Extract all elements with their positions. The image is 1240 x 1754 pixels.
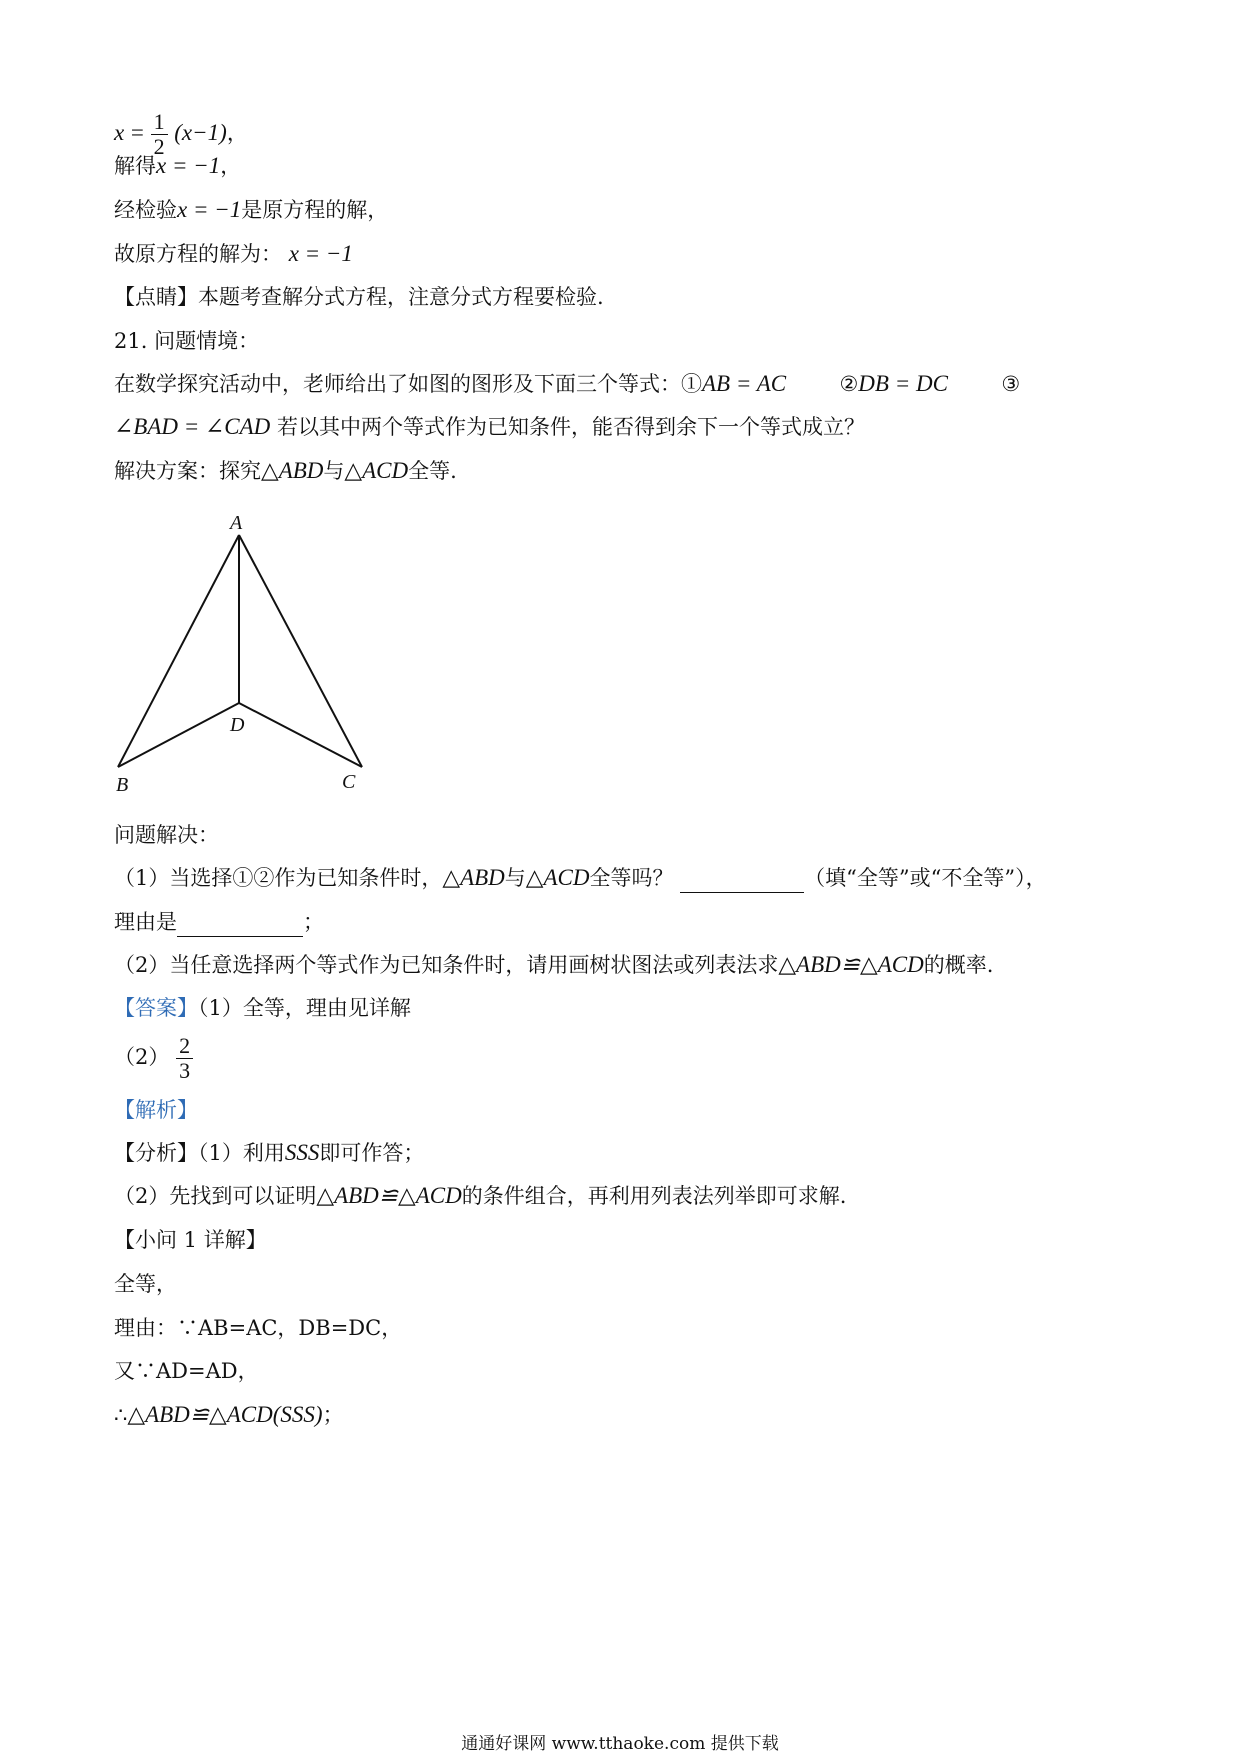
fenxi-line bbox=[114, 1139, 424, 1167]
page-footer: 通通好课网 www.tthaoke.com 提供下载 bbox=[461, 1734, 779, 1754]
answer-2-line bbox=[114, 1034, 193, 1083]
intro-post: 若以其中两个等式作为已知条件，能否得到余下一个等式成立？ bbox=[276, 415, 865, 439]
q21-intro-2 bbox=[114, 413, 865, 441]
reason3-math: △ABD≌△ACD(SSS) bbox=[127, 1402, 323, 1427]
q21-title: 21. 问题情境： bbox=[114, 329, 260, 353]
plan-mid: 与 bbox=[323, 459, 345, 483]
label-c: C bbox=[342, 771, 356, 793]
eq-tail: ， bbox=[226, 121, 248, 145]
answer-2-pre: （2） bbox=[114, 1045, 170, 1069]
reason3-pre: ∴ bbox=[114, 1403, 128, 1427]
fx2-pre: （2）先找到可以证明 bbox=[114, 1184, 317, 1208]
problem-label: 问题解决： bbox=[114, 823, 219, 847]
eq3: ∠BAD = ∠CAD bbox=[114, 414, 271, 439]
intro-pre: 在数学探究活动中，老师给出了如图的图形及下面三个等式：① bbox=[114, 372, 702, 396]
fenxi-line-2 bbox=[114, 1182, 846, 1210]
plan-pre: 解决方案：探究 bbox=[114, 459, 261, 483]
p1-post: 全等吗？ bbox=[589, 866, 674, 890]
edge-dc bbox=[239, 703, 362, 767]
answer-1: （1）全等，理由见详解 bbox=[198, 996, 411, 1020]
solved-tail: ， bbox=[220, 154, 242, 178]
p1-fill: （填“全等”或“不全等”）， bbox=[804, 866, 1047, 890]
solved-math: x = −1 bbox=[156, 153, 221, 178]
circle-3: ③ bbox=[1001, 372, 1021, 396]
frac-num: 1 bbox=[151, 110, 168, 135]
fx2-post: 的条件组合，再利用列表法列举即可求解. bbox=[461, 1184, 847, 1208]
congruent-text: 全等， bbox=[114, 1272, 177, 1296]
p2-pre: （2）当任意选择两个等式作为已知条件时，请用画树状图法或列表法求 bbox=[114, 953, 779, 977]
reason3-tail: ； bbox=[322, 1403, 344, 1427]
p2-post: 的概率. bbox=[923, 953, 994, 977]
sub-question-1: 【小问 1 详解】 bbox=[114, 1228, 267, 1252]
part2-line bbox=[114, 951, 993, 979]
solution-line bbox=[114, 240, 353, 268]
reason-1: 理由：∵AB=AC，DB=DC， bbox=[114, 1316, 403, 1340]
label-b: B bbox=[116, 774, 129, 796]
plan-t2: △ACD bbox=[344, 458, 409, 483]
part1-reason bbox=[114, 908, 324, 937]
circle-2: ② bbox=[839, 372, 859, 396]
part1-line bbox=[114, 864, 1047, 893]
eq-paren: (x−1) bbox=[174, 120, 227, 145]
q21-plan bbox=[114, 457, 457, 485]
comment-line: 【点睛】本题考查解分式方程，注意分式方程要检验. bbox=[114, 285, 604, 309]
plan-post: 全等. bbox=[408, 459, 457, 483]
sol-math: x = −1 bbox=[288, 241, 353, 266]
eq1: AB = AC bbox=[702, 371, 787, 396]
solved-pre: 解得 bbox=[114, 154, 156, 178]
answer-blank-2[interactable] bbox=[177, 908, 303, 937]
p2-math: △ABD≌△ACD bbox=[778, 952, 924, 977]
q21-intro bbox=[114, 370, 1020, 398]
solved-line bbox=[114, 152, 241, 180]
check-line bbox=[114, 196, 388, 224]
p1-t2: △ACD bbox=[525, 865, 590, 890]
fx-math: SSS bbox=[284, 1140, 320, 1165]
edge-ab bbox=[118, 535, 239, 767]
answer-label: 【答案】 bbox=[114, 996, 198, 1020]
p1-pre: （1）当选择①②作为已知条件时， bbox=[114, 866, 443, 890]
triangle-figure bbox=[110, 505, 380, 805]
eq-var: x bbox=[114, 120, 125, 145]
answer-blank-1[interactable] bbox=[680, 864, 804, 893]
check-pre: 经检验 bbox=[114, 198, 177, 222]
p1-reason-end: ； bbox=[303, 910, 324, 934]
analysis-label: 【解析】 bbox=[114, 1098, 198, 1122]
plan-t1: △ABD bbox=[261, 458, 324, 483]
p1-mid: 与 bbox=[504, 866, 526, 890]
fx2-math: △ABD≌△ACD bbox=[316, 1183, 462, 1208]
frac-num-2: 2 bbox=[176, 1034, 193, 1059]
label-a: A bbox=[230, 512, 243, 534]
check-math: x = −1 bbox=[177, 197, 242, 222]
label-d: D bbox=[230, 714, 245, 736]
p1-t1: △ABD bbox=[442, 865, 505, 890]
check-tail: 是原方程的解， bbox=[241, 198, 389, 222]
fraction-two-thirds bbox=[176, 1034, 193, 1083]
eq-sign: = bbox=[130, 120, 144, 145]
eq2: DB = DC bbox=[858, 371, 948, 396]
edge-db bbox=[118, 703, 239, 767]
fx-pre: 【分析】（1）利用 bbox=[114, 1141, 285, 1165]
p1-reason: 理由是 bbox=[114, 910, 177, 934]
frac-den-3: 3 bbox=[179, 1058, 191, 1083]
answer-line bbox=[114, 994, 411, 1022]
edge-ac bbox=[239, 535, 362, 767]
reason-3 bbox=[114, 1401, 344, 1429]
sol-pre: 故原方程的解为： bbox=[114, 242, 282, 266]
reason-2: 又∵AD=AD， bbox=[114, 1359, 259, 1383]
fx-post: 即可作答； bbox=[319, 1141, 425, 1165]
frac-den: 2 bbox=[153, 134, 165, 159]
